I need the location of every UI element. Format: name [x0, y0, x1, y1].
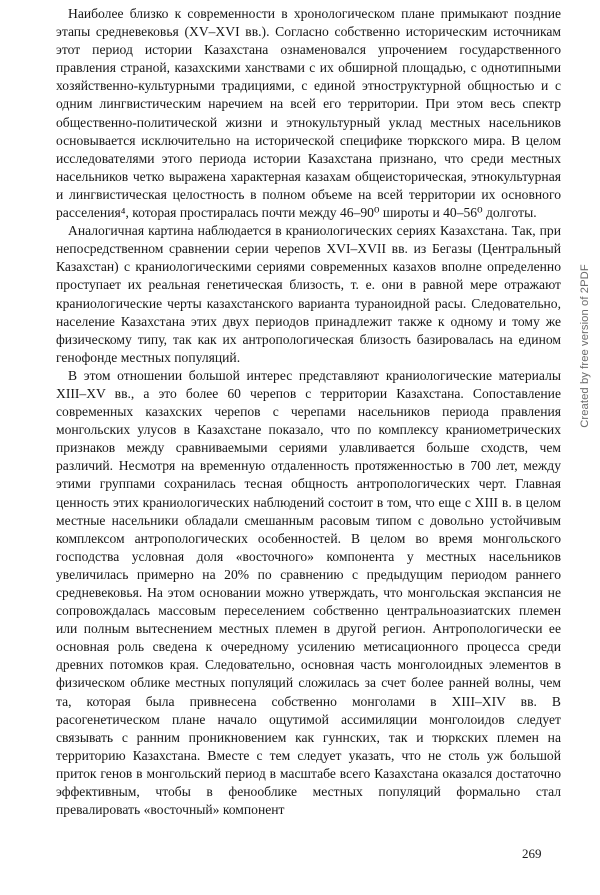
- page-number: 269: [522, 846, 542, 861]
- body-text: [56, 5, 561, 819]
- paragraph-mongol-period: В этом отношении большой интерес представляют краниологические материалы XIII–XV вв., а это более 60 черепов с территории Казахстана. Сопоставление современных казахских черепов с черепами насельников периода правления монгольских улусов в Казахстане показало, что по комплексу краниометрических признаков между сравниваемыми сериями улавливается больше сходств, чем различий. Несмотря на временную отдаленность протяженностью в 700 лет, между этими группами сохранилась тесная общность антропологических черт. Главная ценность этих краниологических наблюдений состоит в том, что еще с XIII в. в целом местные насельники обладали смешанным расовым типом с довольно устойчивым комплексом антропологических особенностей. В целом во время монгольского господства условная доля «восточного» компонента у местных насельников увеличилась примерно на 20% по сравнению с предыдущим периодом раннего средневековья. На этом основании можно утверждать, что монгольская экспансия не сопровождалась массовым переселением собственно центральноазиатских племен или полным вытеснением местных племен в другой регион. Антропологически ее основная роль сведена к очередному усилению метисационного процесса среди древних потомков края. Следовательно, основная часть монголоидных элементов в физическом облике местных популяций сложилась за счет более ранней волны, чем та, которая была привнесена собственно монголами в XIII–XIV вв. В расогенетическом плане начало ощутимой ассимиляции монголоидов следует связывать с ранним проникновением как гуннских, так и тюркских племен на территорию Казахстана. Вместе с тем следует указать, что не столь уж большой приток генов в монгольский период в масштабе всего Казахстана оказался достаточно эффективным, чтобы в фенооблике местных популяций формально стал превалировать «восточный» компонент: [56, 367, 561, 818]
- paragraph-late-medieval: Наиболее близко к современности в хронологическом плане примыкают поздние этапы средневековья (XV–XVI вв.). Согласно собственно историческим источникам этот период истории Казахстана ознаменовался упрочением государственного правления страной, казахскими ханствами с их обширной площадью, с однотипными хозяйственно-культурными традициями, с единой этноструктурной общностью и с одним лингвистическим наречием на всей его территории. При этом весь спектр общественно-политической жизни и этнокультурный уклад местных насельников основывается исключительно на исторической специфике тюркского мира. В целом исследователями этого периода истории Казахстана признано, что среди местных насельников четко выражена характерная казахам общеисторическая, этнокультурная и лингвистическая целостность в полном объеме на всей территории их основного расселения⁴, которая простиралась почти между 46–90⁰ широты и 40–56⁰ долготы.: [56, 6, 561, 221]
- paragraph-craniological-series: Аналогичная картина наблюдается в краниологических сериях Казахстана. Так, при непосредственном сравнении серии черепов XVI–XVII вв. из Бегазы (Центральный Казахстан) с краниологическими сериями современных казахов вполне определенно проступает их реальная генетическая близость, т. е. они в равной мере отражают краниологические черты казахстанского варианта туранoидной расы. Следовательно, население Казахстана этих двух периодов принадлежит также к одному и тому же физическому типу, так как их антропологическая близость базировалась на едином генофонде местных популяций.: [56, 223, 561, 365]
- watermark: [577, 176, 593, 516]
- watermark-text: Created by free version of 2PDF: [579, 264, 591, 428]
